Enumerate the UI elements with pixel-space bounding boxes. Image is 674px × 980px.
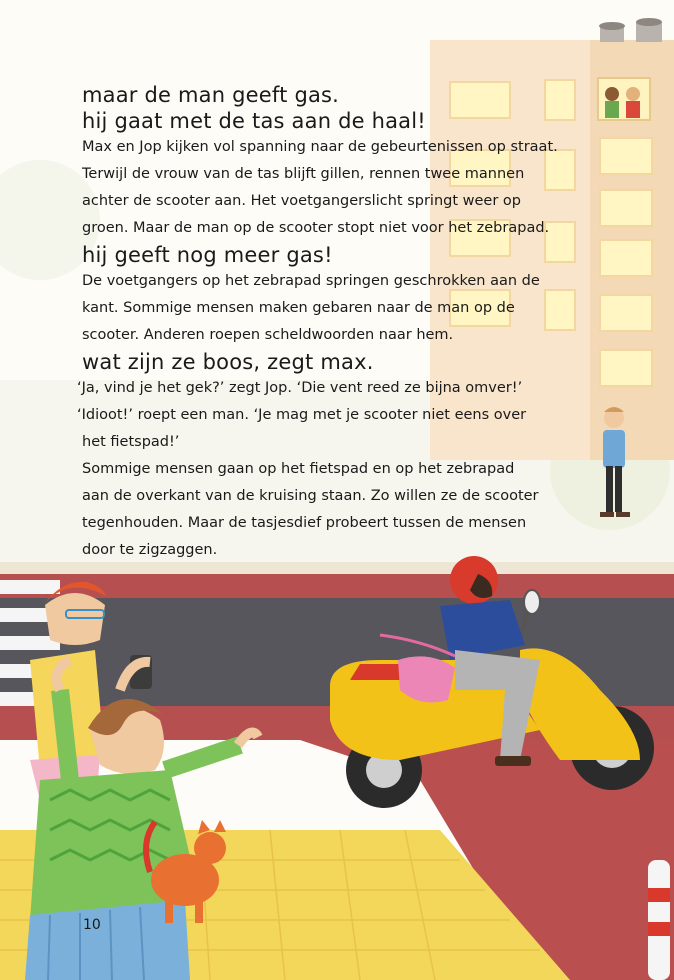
story-heading: wat zijn ze boos, zegt max. bbox=[82, 350, 374, 374]
story-line: ‘Idioot!’ roept een man. ‘Je mag met je scooter niet eens over bbox=[77, 407, 527, 423]
story-line: De voetgangers op het zebrapad springen geschrokken aan de bbox=[82, 273, 540, 289]
story-line: door te zigzaggen. bbox=[82, 542, 218, 558]
story-line: kant. Sommige mensen maken gebaren naar de man op de bbox=[82, 300, 515, 316]
story-line: scooter. Anderen roepen scheldwoorden naar hem. bbox=[82, 327, 454, 343]
story-line: ‘Ja, vind je het gek?’ zegt Jop. ‘Die vent reed ze bijna omver!’ bbox=[77, 380, 523, 396]
story-line: Max en Jop kijken vol spanning naar de gebeurtenissen op straat. bbox=[82, 139, 558, 155]
bollard bbox=[648, 860, 670, 980]
story-line: aan de overkant van de kruising staan. Zo willen ze de scooter bbox=[82, 488, 539, 504]
story-line: Terwijl de vrouw van de tas blijft gillen, rennen twee mannen bbox=[82, 166, 525, 182]
story-line: tegenhouden. Maar de tasjesdief probeert tussen de mensen bbox=[82, 515, 527, 531]
story-line: achter de scooter aan. Het voetgangerslicht springt weer op bbox=[82, 193, 521, 209]
story-heading: maar de man geeft gas. bbox=[82, 83, 340, 107]
story-text bbox=[77, 82, 602, 564]
story-heading: hij geeft nog meer gas! bbox=[82, 243, 333, 267]
story-line: het fietspad!’ bbox=[82, 434, 180, 450]
page-number: 10 bbox=[83, 917, 101, 933]
story-line: groen. Maar de man op de scooter stopt niet voor het zebrapad. bbox=[82, 220, 550, 236]
story-line: Sommige mensen gaan op het fietspad en op het zebrapad bbox=[82, 461, 515, 477]
story-heading: hij gaat met de tas aan de haal! bbox=[82, 109, 426, 133]
